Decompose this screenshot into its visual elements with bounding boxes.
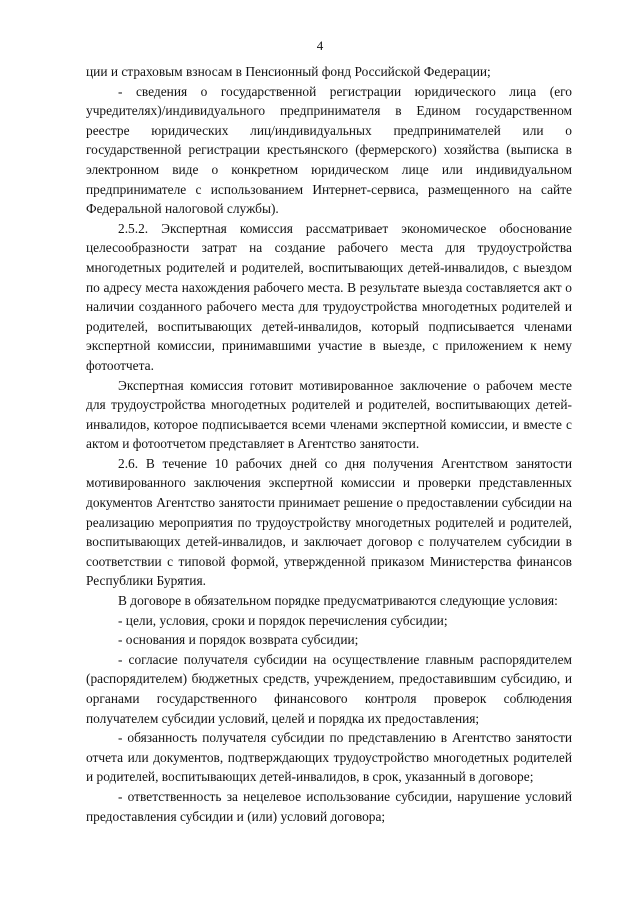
list-item-reporting: - обязанность получателя субсидии по представлению в Агентство занятости отчета или документов, подтверждающих трудоустройство многодетных родителей и родителей, воспитывающих детей-инвалидов, в срок, указанный в договоре;	[86, 730, 572, 785]
page-number: 4	[316, 38, 324, 53]
list-item-responsibility: - ответственность за нецелевое использование субсидии, нарушение условий предоставления субсидии и (или) условий договора;	[86, 788, 572, 824]
paragraph-2-5-2: 2.5.2. Экспертная комиссия рассматривает экономическое обоснование целесообразности затрат на создание рабочего места для трудоустройства многодетных родителей и родителей, воспитывающих детей-инвалидов, с выездом по адресу места нахождения рабочего места. В результате выезда составляется акт о наличии созданного рабочего места для трудоустройства многодетных родителей и родителей, воспитывающих детей-инвалидов, который подписывается членами экспертной комиссии, принимавшими участие в выезде, с приложением к нему фотоотчета.	[86, 220, 572, 373]
paragraph-expert-conclusion: Экспертная комиссия готовит мотивированное заключение о рабочем месте для трудоустройства многодетных родителей и родителей, воспитывающих детей-инвалидов, которое подписывается всеми членами экспертной комиссии, и вместе с актом и фотоотчетом представляет в Агентство занятости.	[86, 377, 572, 452]
paragraph-2-6: 2.6. В течение 10 рабочих дней со дня получения Агентством занятости мотивированного заключения экспертной комиссии и проверки представленных документов Агентство занятости принимает решение о предоставлении субсидии на реализацию мероприятия по трудоустройству многодетных родителей и родителей, воспитывающих детей-инвалидов, и заключает договор с получателем субсидии в соответствии с типовой формой, утвержденной приказом Министерства финансов Республики Бурятия.	[86, 455, 572, 589]
paragraph-tax-contributions: ции и страховым взносам в Пенсионный фонд Российской Федерации;	[86, 64, 491, 79]
document-body	[86, 62, 572, 826]
list-item-goals: - цели, условия, сроки и порядок перечисления субсидии;	[118, 612, 448, 628]
paragraph-contract-conditions: В договоре в обязательном порядке предусматриваются следующие условия:	[118, 593, 558, 609]
paragraph-registration-info: - сведения о государственной регистрации юридического лица (его учредителях)/индивидуального предпринимателя в Едином государственном реестре юридических лиц/индивидуальных предпринимателей или о государственной регистрации крестьянского (фермерского) хозяйства (выписка в электронном виде о конкретном юридическом лице или индивидуальном предпринимателе с использованием Интернет-сервиса, размещенного на сайте Федеральной налоговой службы).	[86, 83, 572, 217]
list-item-refund: - основания и порядок возврата субсидии;	[118, 632, 359, 648]
list-item-consent: - согласие получателя субсидии на осуществление главным распорядителем (распорядителем) бюджетных средств, учреждением, предоставившим субсидию, и органами государственного финансового контроля проверок соблюдения получателем субсидии условий, целей и порядка их предоставления;	[86, 651, 572, 726]
